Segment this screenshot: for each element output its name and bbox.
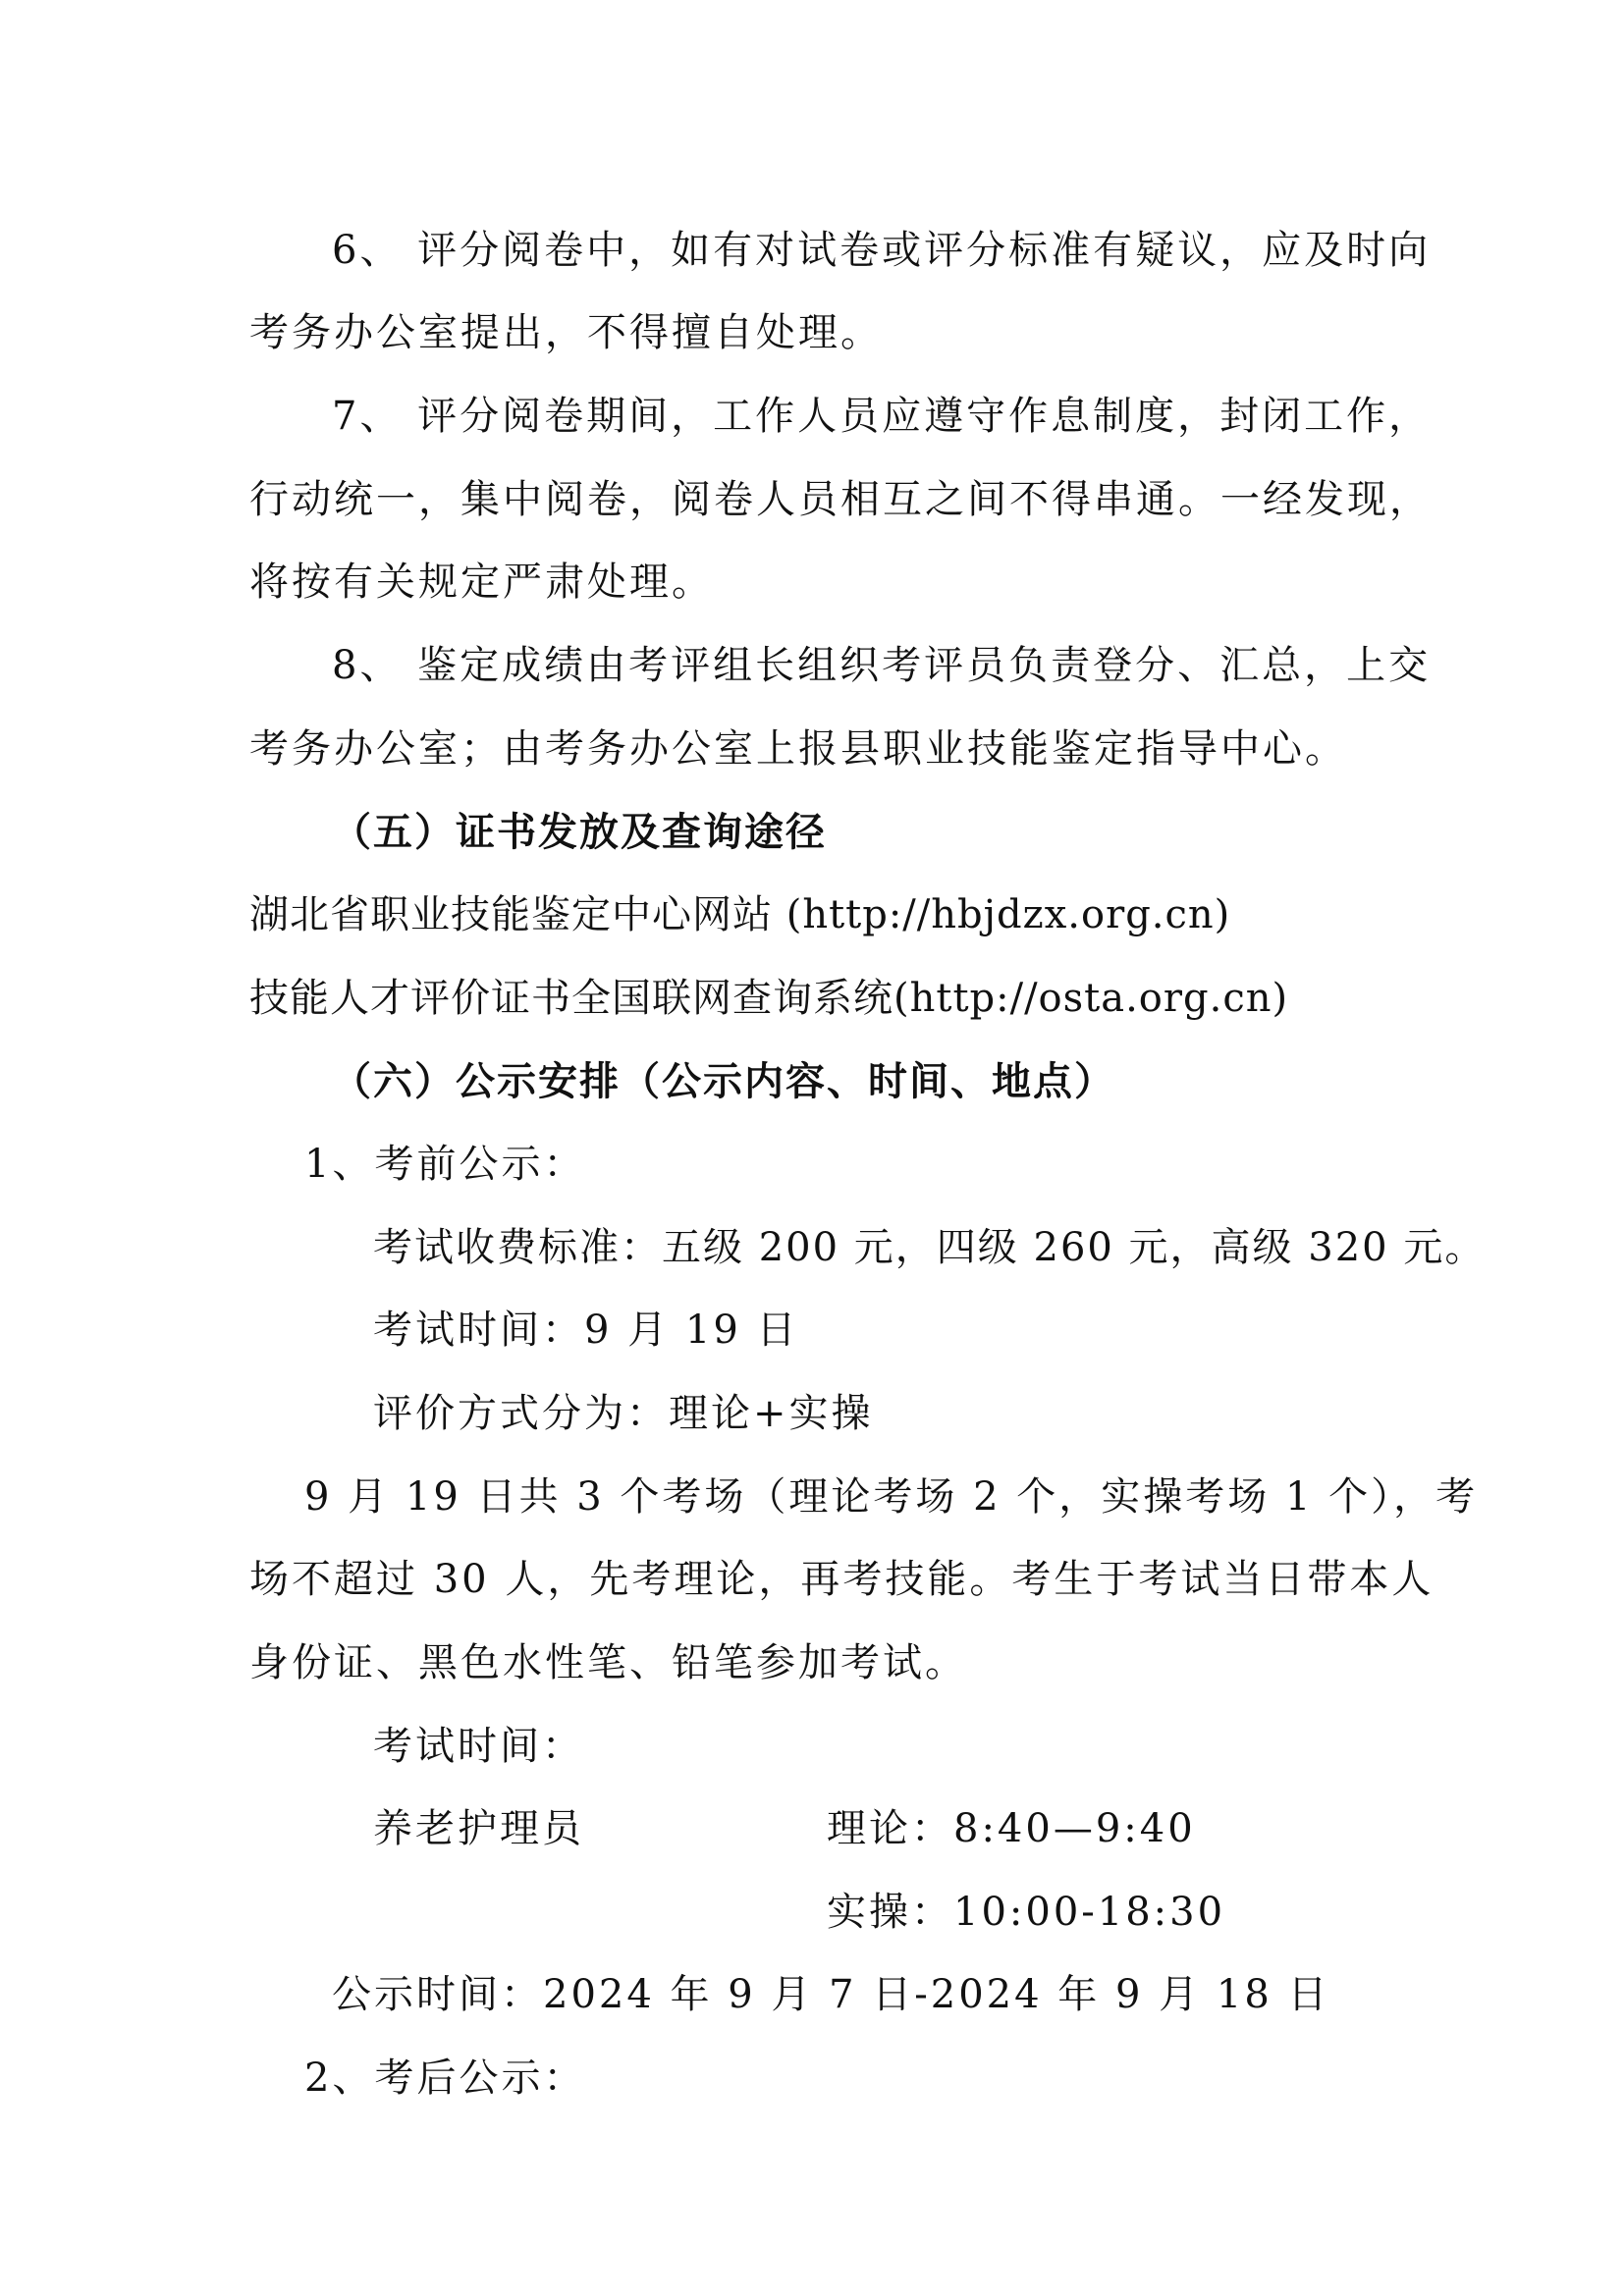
paragraph-7-line-1: 7、 评分阅卷期间，工作人员应遵守作息制度，封闭工作， (332, 394, 1432, 439)
paragraph-6-line-1: 6、 评分阅卷中，如有对试卷或评分标准有疑议，应及时向 (332, 228, 1432, 273)
venue-line-2: 场不超过 30 人，先考理论，再考技能。考生于考试当日带本人 (249, 1557, 1435, 1602)
paragraph-8-line-2: 考务办公室；由考务办公室上报县职业技能鉴定指导中心。 (249, 726, 1347, 772)
exam-date: 考试时间：9 月 19 日 (373, 1308, 799, 1353)
schedule-label: 考试时间： (373, 1724, 584, 1769)
venue-line-1: 9 月 19 日共 3 个考场（理论考场 2 个，实操考场 1 个），考 (304, 1474, 1479, 1520)
paragraph-7-line-2: 行动统一，集中阅卷，阅卷人员相互之间不得串通。一经发现， (249, 477, 1432, 522)
paragraph-6-line-2: 考务办公室提出，不得擅自处理。 (249, 310, 883, 355)
paragraph-7-line-3: 将按有关规定严肃处理。 (249, 560, 714, 605)
query-site-1: 湖北省职业技能鉴定中心网站 (http://hbjdzx.org.cn) (249, 892, 1231, 937)
exam-fee-standard: 考试收费标准：五级 200 元，四级 260 元，高级 320 元。 (373, 1225, 1487, 1270)
schedule-practical-time: 实操：10:00-18:30 (827, 1890, 1226, 1935)
paragraph-8-line-1: 8、 鉴定成绩由考评组长组织考评员负责登分、汇总，上交 (332, 643, 1432, 688)
pre-exam-publicity-label: 1、考前公示： (304, 1142, 586, 1187)
post-exam-publicity-label: 2、考后公示： (304, 2056, 586, 2101)
schedule-occupation: 养老护理员 (373, 1806, 584, 1851)
publicity-period: 公示时间：2024 年 9 月 7 日-2024 年 9 月 18 日 (332, 1972, 1330, 2017)
schedule-theory-time: 理论：8:40—9:40 (827, 1806, 1196, 1851)
section-6-heading: （六）公示安排（公示内容、时间、地点） (332, 1059, 1115, 1104)
evaluation-method: 评价方式分为：理论+实操 (373, 1391, 874, 1436)
venue-line-3: 身份证、黑色水性笔、铅笔参加考试。 (249, 1640, 967, 1685)
section-5-heading: （五）证书发放及查询途径 (332, 810, 827, 855)
query-site-2: 技能人才评价证书全国联网查询系统(http://osta.org.cn) (249, 976, 1289, 1021)
